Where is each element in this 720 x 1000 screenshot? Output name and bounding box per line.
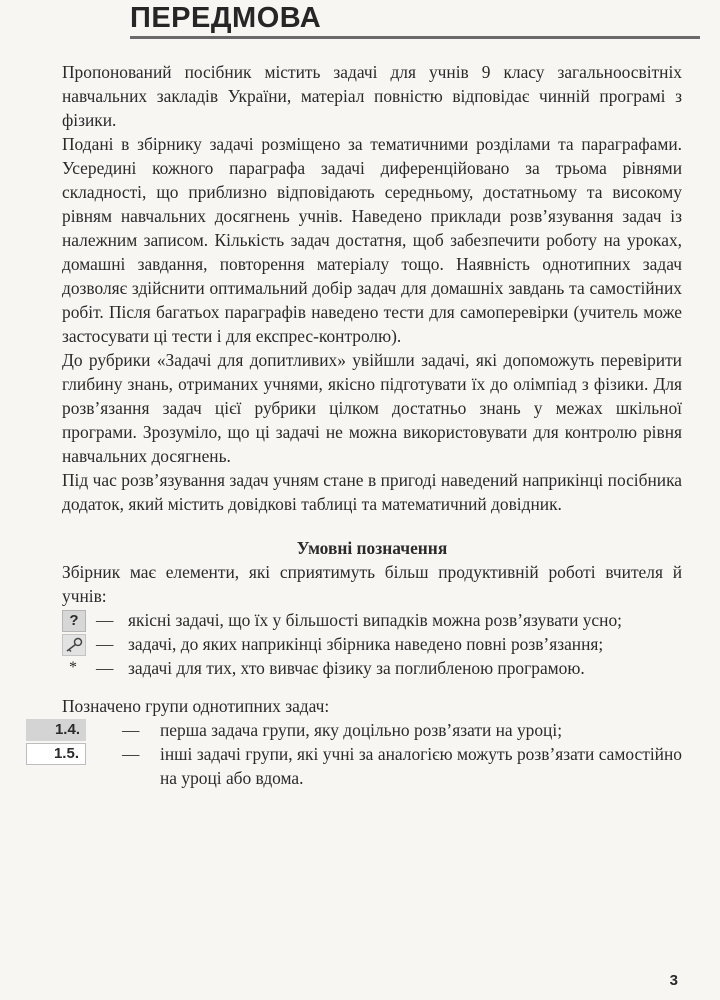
group-dash: — [122,744,140,764]
paragraph-2: Подані в збірнику задачі розміщено за тематичними розділами та параграфами. Усередині кожного параграфа задачі диференційовано за трьома рівнями складності, що приблизно відповідають середньому, достатньому та високому рівням навчальних досягнень учнів. Наведено приклади розв’язування задач із належним записом. Кількість задач достатня, щоб забезпечити роботу на уроках, домашні завдання, повторення матеріалу тощо. Наявність однотипних задач дозволяє здійснити оптимальний добір задач для домашніх завдань та самостійних робіт. Після багатьох параграфів наведено тести для самоперевірки (учитель може застосувати ці тести і для експрес-контролю). [62,134,682,346]
legend-dash: — [96,658,114,678]
group-dash: — [122,720,140,740]
group-label-filled: 1.4. [26,719,86,741]
group-item-first [54,718,682,742]
group-label-outline: 1.5. [26,743,86,765]
group-text: інші задачі групи, які учні за аналогією можуть розв’язати самостійно на уроці або вдома. [160,744,682,788]
group-text: перша задача групи, яку доцільно розв’язати на уроці; [160,720,563,740]
legend-item-solutions [62,632,682,656]
asterisk-icon: * [69,659,77,676]
legend-dash: — [96,634,114,654]
page-title: ПЕРЕДМОВА [130,2,322,34]
legend-heading: Умовні позначення [296,538,448,558]
page-number: 3 [669,972,678,989]
paragraph-1: Пропонований посібник містить задачі для учнів 9 класу загальноосвітніх навчальних закладів України, матеріал повністю відповідає чинній програмі з фізики. [62,62,682,130]
preface-body [53,60,682,790]
legend-dash: — [96,610,114,630]
group-item-other [53,742,682,790]
legend-item-qualitative [62,608,682,632]
question-mark-icon: ? [62,610,86,632]
legend-intro: Збірник має елементи, які сприятимуть більш продуктивній роботі вчителя й учнів: [62,562,682,606]
legend-text: задачі для тих, хто вивчає фізику за поглибленою програмою. [128,658,585,678]
legend-text: задачі, до яких наприкінці збірника наведено повні розв’язання; [128,634,604,654]
legend-item-advanced [62,656,682,680]
title-underline [130,36,700,39]
paragraph-4: Під час розв’язування задач учням стане в пригоді наведений наприкінці посібника додаток, який містить довідкові таблиці та математичний довідник. [62,470,682,514]
legend-text: якісні задачі, що їх у більшості випадків можна розв’язувати усно; [128,610,622,630]
key-icon [62,634,86,656]
paragraph-3: До рубрики «Задачі для допитливих» увійшли задачі, які допоможуть перевірити глибину знань, отриманих учнями, якісно підготувати їх до олімпіад з фізики. Для розв’язання задач цієї рубрики цілком достатньо знань у межах шкільної програми. Зрозуміло, що ці задачі не можна використовувати для контролю рівня навчальних досягнень. [62,350,682,466]
groups-intro: Позначено групи однотипних задач: [62,696,330,716]
